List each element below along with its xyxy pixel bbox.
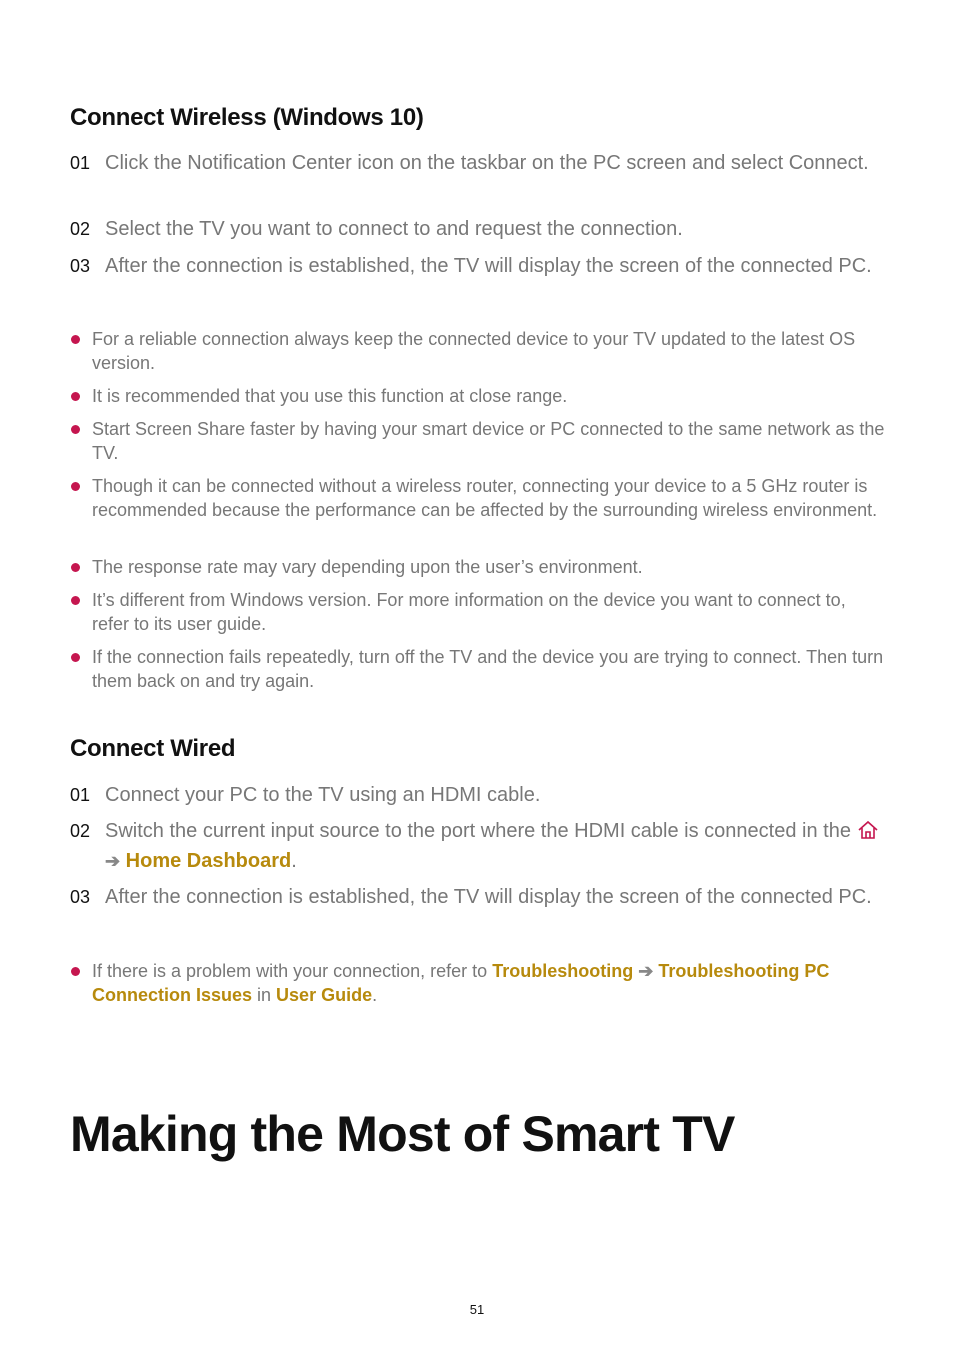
note-text: If the connection fails repeatedly, turn off the TV and the device you are trying to connect. Then turn them back on and try again.	[92, 647, 884, 691]
step-text: After the connection is established, the TV will display the screen of the connected PC.	[105, 886, 872, 908]
wired-step-2	[70, 816, 885, 876]
step-text-container	[105, 816, 885, 876]
step-text-end: .	[291, 850, 297, 872]
wireless-step-1	[70, 148, 885, 178]
pc-connection-issues-link[interactable]: Troubleshooting PC Connection Issues	[92, 961, 830, 1005]
note-text: For a reliable connection always keep the connected device to your TV updated to the latest OS version.	[92, 329, 856, 373]
step-number: 03	[70, 887, 91, 907]
bullet-icon	[71, 596, 80, 605]
wireless-step-3	[70, 251, 885, 281]
wireless-note-7	[70, 645, 885, 693]
wireless-note-5	[70, 555, 885, 579]
wireless-note-6	[70, 588, 885, 636]
arrow-icon: ➔	[638, 961, 654, 981]
step-text: Click the Notification Center icon on the taskbar on the PC screen and select Connect.	[105, 152, 869, 174]
note-text: The response rate may vary depending upon the user’s environment.	[92, 557, 643, 577]
section-heading-wired: Connect Wired	[70, 735, 236, 762]
step-number: 02	[70, 821, 91, 841]
wired-step-3	[70, 882, 885, 912]
section-heading-wireless: Connect Wireless (Windows 10)	[70, 104, 424, 131]
note-text-mid: in	[252, 985, 277, 1005]
user-guide-link[interactable]: User Guide	[276, 985, 373, 1005]
wired-note	[70, 959, 885, 1007]
wireless-note-1	[70, 327, 885, 375]
home-icon	[857, 819, 879, 839]
bullet-icon	[71, 653, 80, 662]
step-number: 01	[70, 153, 91, 173]
step-number: 03	[70, 256, 91, 276]
note-text: It’s different from Windows version. For more information on the device you want to connect to, refer to its user guide.	[92, 590, 846, 634]
arrow-icon: ➔	[105, 851, 121, 871]
wireless-note-2	[70, 384, 885, 408]
bullet-icon	[71, 482, 80, 491]
note-text-end: .	[372, 985, 378, 1005]
home-dashboard-link[interactable]: Home Dashboard	[125, 850, 292, 872]
page-number: 51	[469, 1302, 485, 1317]
wireless-note-4	[70, 474, 885, 522]
step-text: Select the TV you want to connect to and request the connection.	[105, 218, 683, 240]
bullet-icon	[71, 392, 80, 401]
bullet-icon	[71, 563, 80, 572]
step-number: 01	[70, 785, 91, 805]
note-text: Start Screen Share faster by having your smart device or PC connected to the same network as the TV.	[92, 419, 885, 463]
note-text: If there is a problem with your connection, refer to	[92, 961, 493, 981]
wired-step-1	[70, 780, 885, 810]
step-text: Switch the current input source to the port where the HDMI cable is connected in the	[105, 820, 851, 842]
note-text: Though it can be connected without a wireless router, connecting your device to a 5 GHz router is recommended because the performance can be affected by the surrounding wireless environment.	[92, 476, 878, 520]
chapter-title: Making the Most of Smart TV	[70, 1106, 735, 1162]
bullet-icon	[71, 425, 80, 434]
wireless-note-3	[70, 417, 885, 465]
step-text: After the connection is established, the TV will display the screen of the connected PC.	[105, 255, 872, 277]
step-number: 02	[70, 219, 91, 239]
bullet-icon	[71, 335, 80, 344]
step-text: Connect your PC to the TV using an HDMI cable.	[105, 784, 541, 806]
bullet-icon	[71, 967, 80, 976]
note-text: It is recommended that you use this function at close range.	[92, 386, 568, 406]
troubleshooting-link[interactable]: Troubleshooting	[492, 961, 634, 981]
wireless-step-2	[70, 214, 885, 244]
note-text-container	[92, 959, 885, 1007]
